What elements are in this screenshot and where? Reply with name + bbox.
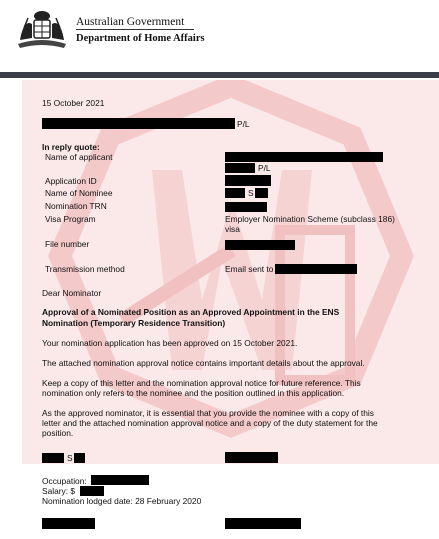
nominee-partial: S <box>248 188 254 198</box>
redacted-file-number <box>225 240 295 250</box>
redacted-nominee-first <box>225 188 245 198</box>
trn-label: Nomination TRN <box>45 201 107 211</box>
header-bar <box>0 72 439 78</box>
visa-program-value: Employer Nomination Scheme (subclass 186) <box>225 214 395 224</box>
in-reply-quote: In reply quote: <box>42 142 100 152</box>
file-number-label: File number <box>45 239 90 249</box>
applicant-label: Name of applicant <box>45 152 113 162</box>
redacted-recipient <box>42 118 235 129</box>
redacted-nominee-last-2 <box>74 453 85 463</box>
department-name: Department of Home Affairs <box>76 33 205 44</box>
redacted-block-right <box>225 452 278 463</box>
recipient-suffix: P/L <box>237 119 250 129</box>
visa-program-label: Visa Program <box>45 214 96 224</box>
applicant-suffix: P/L <box>258 163 271 173</box>
transmission-label: Transmission method <box>45 264 125 274</box>
redacted-trn <box>225 202 267 212</box>
letter-date: 15 October 2021 <box>42 98 105 108</box>
redacted-nominee-last <box>255 188 268 198</box>
visa-program-value-2: visa <box>225 224 240 234</box>
paragraph-nominator-3: position. <box>42 428 74 438</box>
redacted-salary <box>80 486 104 496</box>
paragraph-keep-copy-1: Keep a copy of this letter and the nomination approval notice for future reference. This <box>42 378 361 388</box>
redacted-occupation <box>91 475 149 485</box>
subject-line-1: Approval of a Nominated Position as an Approved Appointment in the ENS <box>42 307 340 317</box>
redacted-signature-right <box>225 518 301 529</box>
nominee-partial-2: S <box>67 453 73 463</box>
paragraph-notice: The attached nomination approval notice contains important details about the approval. <box>42 358 365 368</box>
coat-of-arms-icon <box>14 6 70 50</box>
redacted-application-id <box>225 175 271 186</box>
header-rule <box>76 29 194 30</box>
salutation: Dear Nominator <box>42 288 102 298</box>
occupation-label: Occupation: <box>42 476 87 486</box>
transmission-value: Email sent to <box>225 264 274 274</box>
application-id-label: Application ID <box>45 176 97 186</box>
paragraph-approval: Your nomination application has been approved on 15 October 2021. <box>42 338 298 348</box>
redacted-applicant-2 <box>225 163 255 173</box>
nominee-label: Name of Nominee <box>45 188 113 198</box>
paragraph-nominator-2: letter and the attached nomination approval notice and a copy of the duty statement for the <box>42 418 378 428</box>
redacted-signature-left <box>42 518 95 529</box>
lodged-date: Nomination lodged date: 28 February 2020 <box>42 496 202 506</box>
redacted-applicant <box>225 152 383 162</box>
salary-label: Salary: $ <box>42 486 76 496</box>
paragraph-nominator-1: As the approved nominator, it is essential that you provide the nominee with a copy of this <box>42 408 374 418</box>
redacted-nominee-first-2 <box>42 453 64 463</box>
redacted-email <box>275 264 357 274</box>
letter-header <box>0 0 439 72</box>
subject-line-2: Nomination (Temporary Residence Transition) <box>42 318 226 328</box>
government-name: Australian Government <box>76 16 185 28</box>
paragraph-keep-copy-2: nomination only refers to the nominee and the position outlined in this application. <box>42 388 345 398</box>
